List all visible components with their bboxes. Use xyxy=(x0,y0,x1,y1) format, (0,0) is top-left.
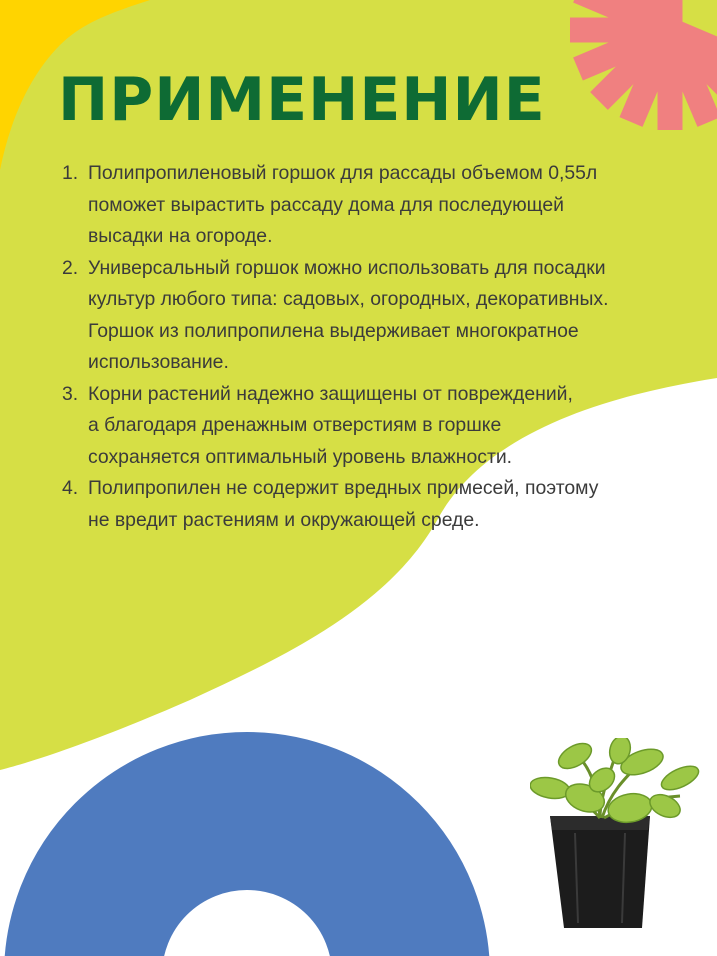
item-text: Универсальный горшок можно использовать для посадки культур любого типа: садовых, огородных, декоративных. Горшок из полипропилена выдерживает многократное использование. xyxy=(88,256,609,373)
list-item xyxy=(62,253,692,379)
item-number: 3. xyxy=(62,382,79,405)
usage-list xyxy=(62,158,692,536)
item-number: 4. xyxy=(62,477,79,499)
item-text: Полипропилен не содержит вредных примесей, поэтому не вредит растениям и окружающей среде. xyxy=(88,477,599,531)
plant-pot-icon xyxy=(530,738,700,938)
item-number: 1. xyxy=(62,162,79,184)
item-text: Полипропиленовый горшок для рассады объемом 0,55л поможет вырастить рассаду дома для последующей высадки на огороде. xyxy=(88,162,598,247)
list-item xyxy=(62,473,692,536)
list-item xyxy=(62,379,692,474)
item-text: Корни растений надежно защищены от повреждений, а благодаря дренажным отверстиям в горшке сохраняется оптимальный уровень влажности. xyxy=(88,382,573,468)
list-item xyxy=(62,158,692,253)
item-number: 2. xyxy=(62,256,79,279)
page-title: ПРИМЕНЕНИЕ xyxy=(58,65,546,135)
